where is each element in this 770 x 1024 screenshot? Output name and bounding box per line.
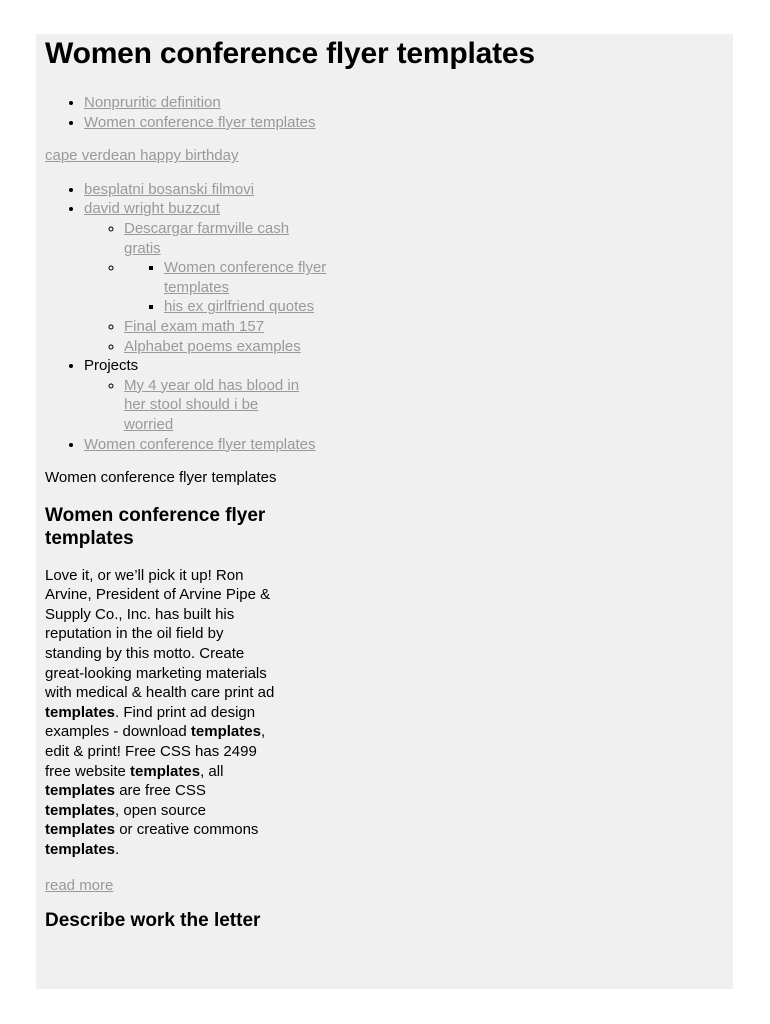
list-item [124,376,304,435]
women-conference-link[interactable]: Women conference flyer templates [84,113,316,131]
nonpruritic-link[interactable]: Nonpruritic definition [84,94,221,111]
ex-girlfriend-quotes-link[interactable]: his ex girlfriend quotes [164,298,315,316]
bold-keyword: templates [45,782,116,800]
list-item [164,258,354,297]
bold-keyword: templates [45,841,116,858]
cape-verdean-link[interactable]: cape verdean happy birthday [45,147,239,165]
projects-label: Projects [84,357,139,375]
content-panel [36,34,733,989]
bold-keyword: templates [130,762,201,780]
final-exam-link[interactable]: Final exam math 157 [124,317,265,335]
footer-heading: Describe work the letter [45,910,261,932]
list-item [124,258,327,317]
body-text: or creative commons [115,821,259,839]
body-text: , edit & print! Free CSS has 2499 free website [45,723,266,780]
bosanski-filmovi-link[interactable]: besplatni bosanski filmovi [84,180,255,198]
bold-keyword: templates [45,801,116,819]
list-item [124,317,304,337]
list-item [84,113,724,133]
article-body [45,566,277,860]
read-more-link[interactable]: read more [45,876,114,894]
top-link-list [45,93,724,132]
plain-title-text: Women conference flyer templates [45,469,277,487]
list-item [124,337,304,357]
body-text: . Find print ad design examples - download [45,703,256,741]
list-item [84,199,724,356]
body-text: , all [200,762,224,780]
women-conference-bottom-link[interactable]: Women conference flyer templates [84,435,316,453]
farmville-link[interactable]: Descargar farmville cash gratis [124,219,290,257]
david-wright-link[interactable]: david wright buzzcut [84,200,220,218]
alphabet-poems-link[interactable]: Alphabet poems examples [124,337,301,355]
list-item [84,435,724,455]
list-item [84,356,724,434]
list-item [84,93,724,113]
sub-list [84,219,327,356]
body-text: are free CSS [115,782,206,800]
bold-keyword: templates [45,703,116,721]
page-title: Women conference flyer templates [45,37,535,70]
bold-keyword: templates [190,723,261,741]
list-item [164,297,354,317]
list-item [124,219,304,258]
women-conference-nested-link[interactable]: Women conference flyer templates [164,259,327,296]
list-item [84,180,724,200]
main-nav-list [45,180,724,454]
body-text: Love it, or we’ll pick it up! Ron Arvine, President of Arvine Pipe & Supply Co., Inc. has built his reputation in the oil field by standing by this motto. Create great-looking marketing materials with medical & health care print ad [45,566,275,702]
nested-sub-list [124,258,354,317]
body-text: , open source [115,801,206,819]
bold-keyword: templates [45,821,116,839]
blood-in-stool-link[interactable]: My 4 year old has blood in her stool should i be worried [124,376,300,433]
section-heading: Women conference flyer templates [45,504,266,550]
body-text: . [115,841,120,858]
sub-list [84,376,304,435]
